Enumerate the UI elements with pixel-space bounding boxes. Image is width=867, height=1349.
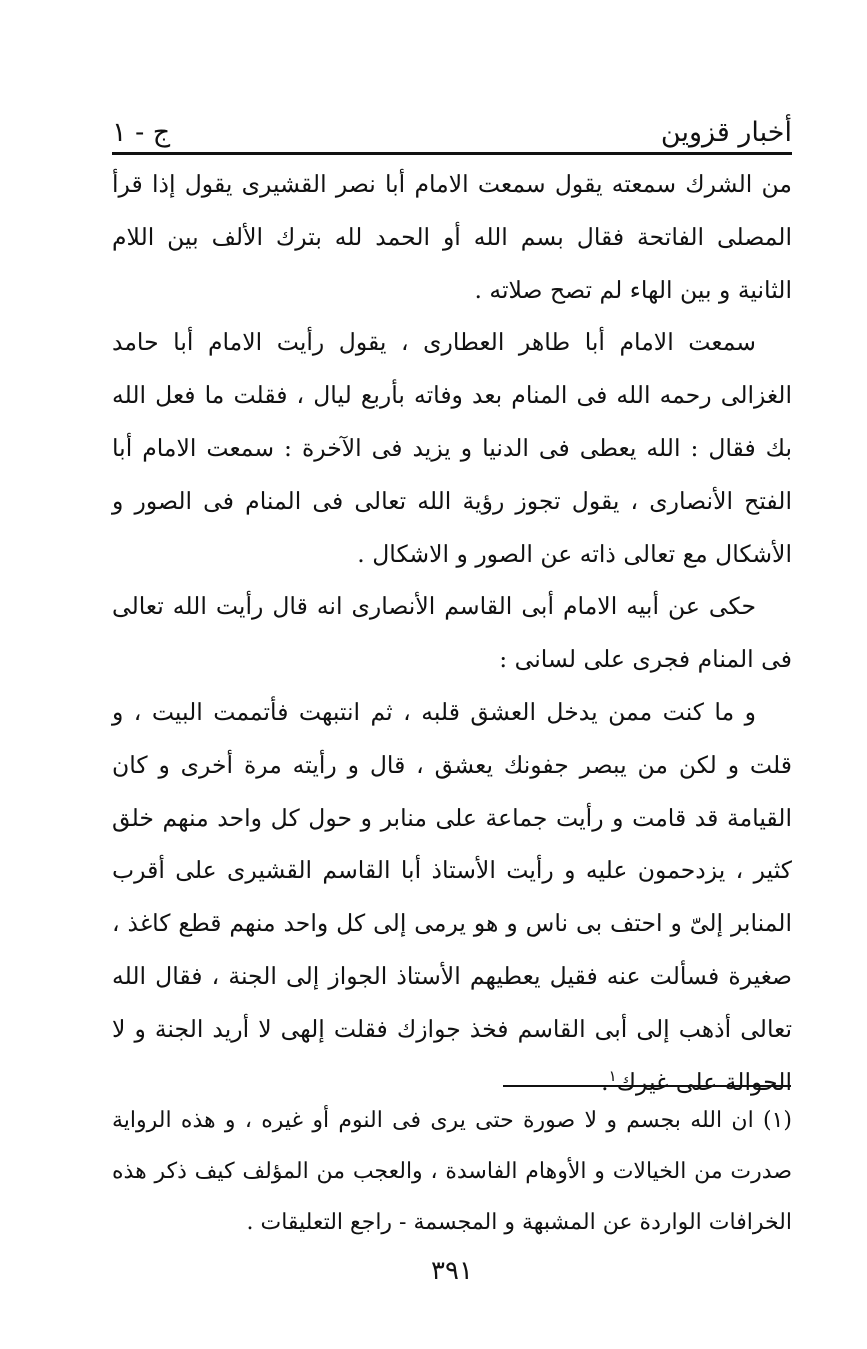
paragraph-4: [112, 686, 792, 1108]
footnotes: [112, 1095, 792, 1248]
header-volume-number: ج - ١: [112, 117, 171, 148]
paragraph-4-text: و ما كنت ممن يدخل العشق قلبه ، ثم انتبهت فأتممت البيت ، و قلت و لكن من يبصر جفونك يعشق ، قال و رأيته مرة أخرى و كان القيامة قد قامت و رأيت جماعة على منابر و حول كل واحد منهم خلق كثير ، يزدحمون عليه و رأيت الأستاذ أبا القاسم القشيرى على أقرب المنابر إلىّ و احتف بى ناس و هو يرمى إلى كل واحد منهم قطع كاغذ ، صغيرة فسألت عنه فقيل يعطيهم الأستاذ الجواز إلى الجنة ، فقال الله تعالى أذهب إلى أبى القاسم فخذ جوازك فقلت إلهى لا أريد الجنة و لا الحوالة على غيرك: [112, 697, 792, 1096]
footnote-separator: [503, 1085, 791, 1087]
paragraph-1: من الشرك سمعته يقول سمعت الامام أبا نصر القشيرى يقول إذا قرأ المصلى الفاتحة فقال بسم الله أو الحمد لله بترك الألف بين اللام الثانية و بين الهاء لم تصح صلاته .: [112, 170, 792, 304]
paragraph-2: سمعت الامام أبا طاهر العطارى ، يقول رأيت الامام أبا حامد الغزالى رحمه الله فى المنام بعد وفاته بأربع ليال ، فقلت ما فعل الله بك فقال : الله يعطى فى الدنيا و يزيد فى الآخرة : سمعت الامام أبا الفتح الأنصارى ، يقول تجوز رؤية الله تعالى فى المنام فى الصور و الأشكال مع تعالى ذاته عن الصور و الاشكال .: [112, 328, 792, 568]
main-text: [112, 158, 792, 1108]
page-number: ٣٩١: [431, 1256, 473, 1286]
footnote-reference: ١: [608, 1066, 617, 1085]
footnote-1: (١) ان الله بجسم و لا صورة حتى يرى فى النوم أو غيره ، و هذه الرواية صدرت من الخيالات و الأوهام الفاسدة ، والعجب من المؤلف كيف ذكر هذه الخرافات الواردة عن المشبهة و المجسمة - راجع التعليقات .: [112, 1108, 792, 1235]
header-rule: [112, 152, 792, 155]
paragraph-4-period: .: [601, 1067, 609, 1096]
paragraph-3: حكى عن أبيه الامام أبى القاسم الأنصارى انه قال رأيت الله تعالى فى المنام فجرى على لسانى :: [112, 592, 792, 674]
running-header: [112, 100, 792, 148]
header-title: أخبار قزوين: [660, 117, 792, 148]
